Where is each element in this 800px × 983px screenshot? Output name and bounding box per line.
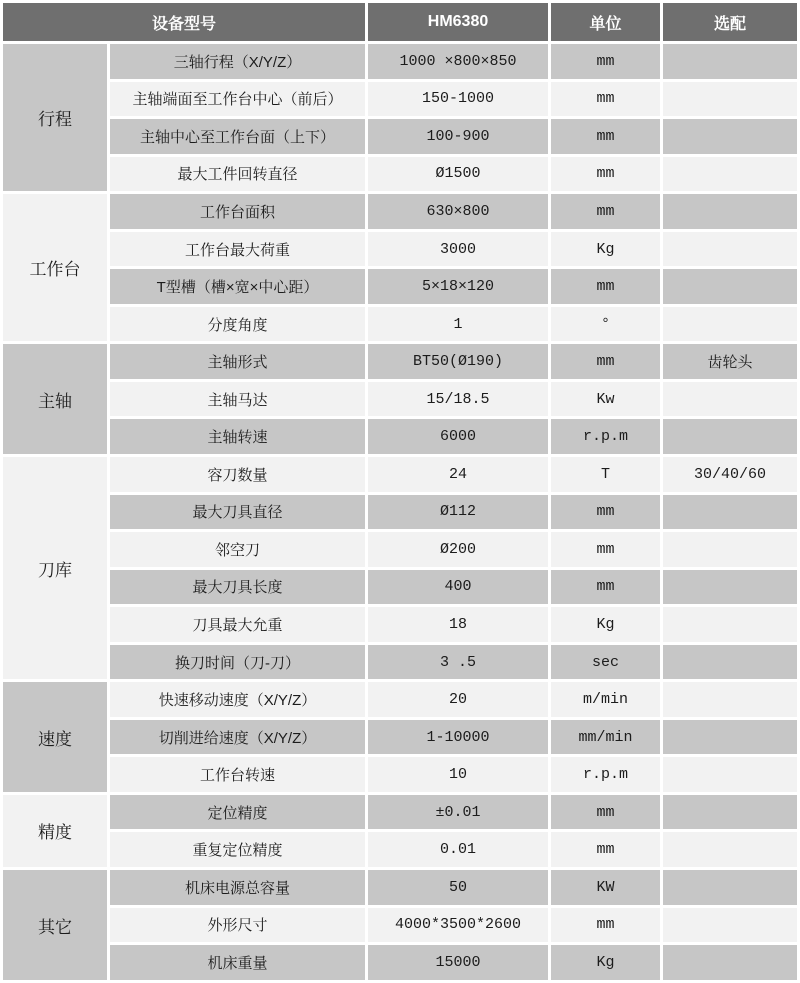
spec-value: 0.01	[368, 832, 548, 867]
spec-value: 20	[368, 682, 548, 717]
spec-unit: mm	[551, 194, 660, 229]
spec-unit: mm	[551, 344, 660, 379]
table-row	[3, 119, 797, 154]
spec-optional	[663, 269, 797, 304]
spec-optional	[663, 532, 797, 567]
spec-unit: mm	[551, 832, 660, 867]
table-row	[3, 382, 797, 417]
spec-value: Ø200	[368, 532, 548, 567]
spec-unit: KW	[551, 870, 660, 905]
spec-unit: mm	[551, 795, 660, 830]
spec-unit: mm	[551, 570, 660, 605]
spec-value: 5×18×120	[368, 269, 548, 304]
spec-value: 100-900	[368, 119, 548, 154]
table-row	[3, 908, 797, 943]
spec-value: ±0.01	[368, 795, 548, 830]
table-row	[3, 419, 797, 454]
spec-unit: Kg	[551, 945, 660, 980]
spec-label: 换刀时间（刀-刀）	[110, 645, 365, 680]
spec-label: T型槽（槽×宽×中心距）	[110, 269, 365, 304]
spec-value: 18	[368, 607, 548, 642]
spec-optional	[663, 870, 797, 905]
spec-optional	[663, 194, 797, 229]
spec-value: 400	[368, 570, 548, 605]
spec-value: 1000 ×800×850	[368, 44, 548, 79]
table-row	[3, 157, 797, 192]
spec-optional	[663, 795, 797, 830]
table-row	[3, 44, 797, 79]
spec-label: 主轴形式	[110, 344, 365, 379]
spec-optional	[663, 82, 797, 117]
spec-optional	[663, 682, 797, 717]
spec-value: Ø1500	[368, 157, 548, 192]
spec-optional: 齿轮头	[663, 344, 797, 379]
table-row	[3, 82, 797, 117]
spec-unit: r.p.m	[551, 419, 660, 454]
spec-optional	[663, 232, 797, 267]
spec-unit: mm	[551, 44, 660, 79]
spec-unit: Kg	[551, 232, 660, 267]
spec-optional	[663, 607, 797, 642]
spec-unit: mm	[551, 269, 660, 304]
table-row	[3, 232, 797, 267]
spec-label: 最大工件回转直径	[110, 157, 365, 192]
table-row	[3, 457, 797, 492]
table-row	[3, 757, 797, 792]
spec-label: 机床电源总容量	[110, 870, 365, 905]
table-row	[3, 495, 797, 530]
spec-optional	[663, 645, 797, 680]
spec-unit: Kw	[551, 382, 660, 417]
table-row	[3, 682, 797, 717]
table-row	[3, 607, 797, 642]
table-row	[3, 832, 797, 867]
header-unit: 单位	[551, 3, 660, 41]
spec-unit: m/min	[551, 682, 660, 717]
spec-label: 切削进给速度（X/Y/Z）	[110, 720, 365, 755]
group-cell-other: 其它	[3, 870, 107, 980]
spec-unit: r.p.m	[551, 757, 660, 792]
table-row	[3, 720, 797, 755]
spec-label: 最大刀具长度	[110, 570, 365, 605]
spec-value: 6000	[368, 419, 548, 454]
header-device-type: 设备型号	[3, 3, 365, 41]
spec-label: 三轴行程（X/Y/Z）	[110, 44, 365, 79]
spec-label: 工作台最大荷重	[110, 232, 365, 267]
table-row	[3, 645, 797, 680]
spec-label: 定位精度	[110, 795, 365, 830]
spec-optional	[663, 307, 797, 342]
spec-optional	[663, 382, 797, 417]
spec-label: 外形尺寸	[110, 908, 365, 943]
spec-label: 主轴端面至工作台中心（前后）	[110, 82, 365, 117]
spec-label: 刀具最大允重	[110, 607, 365, 642]
spec-unit: mm	[551, 532, 660, 567]
spec-label: 主轴转速	[110, 419, 365, 454]
spec-unit: mm	[551, 495, 660, 530]
spec-label: 快速移动速度（X/Y/Z）	[110, 682, 365, 717]
spec-label: 最大刀具直径	[110, 495, 365, 530]
spec-value: 10	[368, 757, 548, 792]
header-optional: 选配	[663, 3, 797, 41]
table-row	[3, 945, 797, 980]
spec-label: 主轴马达	[110, 382, 365, 417]
spec-value: 24	[368, 457, 548, 492]
spec-unit: Kg	[551, 607, 660, 642]
spec-optional	[663, 945, 797, 980]
spec-unit: mm	[551, 908, 660, 943]
spec-value: 4000*3500*2600	[368, 908, 548, 943]
spec-unit: mm	[551, 157, 660, 192]
spec-value: 3000	[368, 232, 548, 267]
table-row	[3, 344, 797, 379]
spec-label: 邻空刀	[110, 532, 365, 567]
spec-label: 工作台面积	[110, 194, 365, 229]
spec-value: Ø112	[368, 495, 548, 530]
spec-value: 3 .5	[368, 645, 548, 680]
group-cell-worktable: 工作台	[3, 194, 107, 341]
spec-optional	[663, 720, 797, 755]
group-cell-tool-magazine: 刀库	[3, 457, 107, 679]
spec-optional	[663, 757, 797, 792]
spec-label: 重复定位精度	[110, 832, 365, 867]
spec-value: 50	[368, 870, 548, 905]
table-row	[3, 307, 797, 342]
spec-value: 1-10000	[368, 720, 548, 755]
spec-value: 15000	[368, 945, 548, 980]
header-model: HM6380	[368, 3, 548, 41]
group-cell-spindle: 主轴	[3, 344, 107, 454]
table-row	[3, 570, 797, 605]
spec-unit: sec	[551, 645, 660, 680]
spec-optional: 30/40/60	[663, 457, 797, 492]
spec-optional	[663, 119, 797, 154]
spec-optional	[663, 908, 797, 943]
header-row	[3, 3, 797, 41]
spec-value: 15/18.5	[368, 382, 548, 417]
spec-unit: mm/min	[551, 720, 660, 755]
spec-unit: T	[551, 457, 660, 492]
spec-unit: mm	[551, 119, 660, 154]
group-cell-speed: 速度	[3, 682, 107, 792]
table-row	[3, 194, 797, 229]
group-cell-accuracy: 精度	[3, 795, 107, 867]
spec-optional	[663, 570, 797, 605]
spec-value: 1	[368, 307, 548, 342]
table-row	[3, 795, 797, 830]
spec-label: 分度角度	[110, 307, 365, 342]
spec-label: 工作台转速	[110, 757, 365, 792]
spec-optional	[663, 419, 797, 454]
table-row	[3, 532, 797, 567]
spec-value: 150-1000	[368, 82, 548, 117]
spec-value: BT50(Ø190)	[368, 344, 548, 379]
spec-label: 主轴中心至工作台面（上下）	[110, 119, 365, 154]
spec-label: 机床重量	[110, 945, 365, 980]
spec-optional	[663, 495, 797, 530]
spec-value: 630×800	[368, 194, 548, 229]
spec-unit: °	[551, 307, 660, 342]
spec-label: 容刀数量	[110, 457, 365, 492]
table-row	[3, 269, 797, 304]
spec-optional	[663, 157, 797, 192]
spec-optional	[663, 44, 797, 79]
table-row	[3, 870, 797, 905]
spec-optional	[663, 832, 797, 867]
group-cell-stroke: 行程	[3, 44, 107, 191]
spec-unit: mm	[551, 82, 660, 117]
